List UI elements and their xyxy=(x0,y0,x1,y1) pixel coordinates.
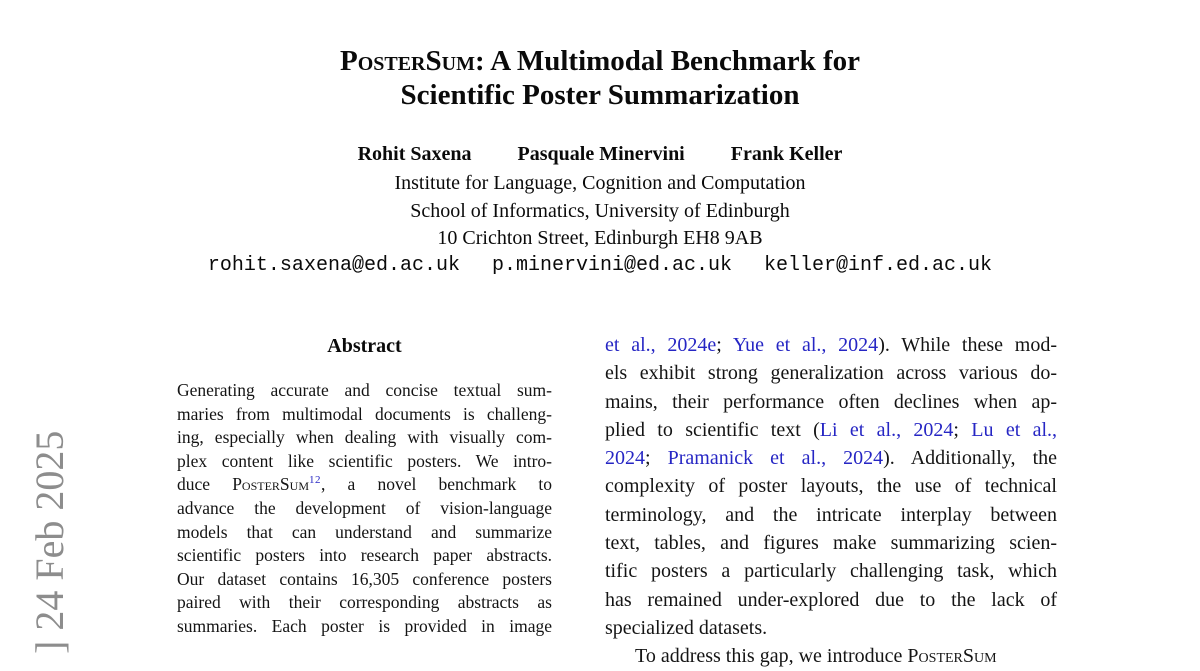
body-line xyxy=(605,444,1057,472)
author-name: Rohit Saxena xyxy=(357,143,472,165)
email-row xyxy=(0,254,1200,277)
abstract-line: models that can understand and summarize xyxy=(177,521,552,542)
footnote-link[interactable]: 12 xyxy=(309,474,321,487)
body-text: ; xyxy=(953,418,972,441)
affiliation-line: School of Informatics, University of Edinburgh xyxy=(410,199,790,222)
body-line: text, tables, and figures make summarizing scien- xyxy=(605,532,1057,555)
arxiv-watermark xyxy=(26,431,73,654)
body-text: plied to scientific text ( xyxy=(605,418,820,441)
postersum-smallcaps: PosterSum xyxy=(232,474,309,495)
paper-title-line1 xyxy=(0,44,1200,78)
citation-link[interactable]: Li et al., 2024 xyxy=(819,418,954,441)
citation-link[interactable]: 2024 xyxy=(605,447,645,470)
body-text: ; xyxy=(645,447,668,470)
paper-title-smallcaps: PosterSum xyxy=(339,45,475,77)
postersum-smallcaps: PosterSum xyxy=(907,645,997,668)
affiliation-line: Institute for Language, Cognition and Computation xyxy=(394,172,806,194)
arxiv-stamp-text: ] 24 Feb 2025 xyxy=(27,430,72,654)
email-address: keller@inf.ed.ac.uk xyxy=(764,254,993,277)
body-text: ). Additionally, the xyxy=(883,447,1057,470)
abstract-line: scientific posters into research paper abstracts. xyxy=(177,545,552,566)
abstract-line: Generating accurate and concise textual sum- xyxy=(177,380,552,400)
abstract-line: summaries. Each poster is provided in image xyxy=(177,615,552,636)
author-list xyxy=(0,143,1200,166)
abstract-text: duce xyxy=(177,474,233,495)
body-line xyxy=(605,416,1057,444)
abstract-line: paired with their corresponding abstracts as xyxy=(177,592,552,613)
body-text: ). While these mod- xyxy=(878,334,1057,356)
author-name: Pasquale Minervini xyxy=(517,143,685,165)
abstract-heading: Abstract xyxy=(327,335,402,357)
abstract-line: maries from multimodal documents is challeng- xyxy=(177,403,552,424)
body-line: has remained under-explored due to the lack of xyxy=(605,588,1057,611)
body-line: mains, their performance often declines when ap- xyxy=(605,390,1057,413)
abstract-text: , a novel benchmark to xyxy=(321,474,552,495)
body-line: complexity of poster layouts, the use of technical xyxy=(605,475,1057,498)
body-line: specialized datasets. xyxy=(605,616,768,639)
abstract-line: plex content like scientific posters. We intro- xyxy=(177,450,552,471)
paper-title xyxy=(0,44,1200,112)
email-address: p.minervini@ed.ac.uk xyxy=(491,254,733,277)
body-line xyxy=(605,331,1057,359)
citation-link[interactable]: et al., 2024e xyxy=(605,334,717,356)
citation-link[interactable]: Pramanick et al., 2024 xyxy=(667,447,884,470)
affiliation-line: 10 Crichton Street, Edinburgh EH8 9AB xyxy=(437,227,763,249)
abstract-column xyxy=(177,379,552,648)
introduction-column xyxy=(605,331,1058,668)
body-line: terminology, and the intricate interplay between xyxy=(605,503,1057,526)
abstract-line xyxy=(177,473,552,497)
abstract-line: Our dataset contains 16,305 conference posters xyxy=(177,568,552,589)
body-text: ; xyxy=(716,334,733,356)
author-name: Frank Keller xyxy=(730,143,843,165)
paper-title-line2: Scientific Poster Summarization xyxy=(400,79,800,111)
body-line: els exhibit strong generalization across various do- xyxy=(605,362,1057,385)
body-line-partial xyxy=(605,642,1057,670)
abstract-line: advance the development of vision-language xyxy=(177,497,552,518)
body-text: To address this gap, we introduce xyxy=(635,645,908,668)
abstract-line: ing, especially when dealing with visually com- xyxy=(177,427,552,448)
body-line: tific posters a particularly challenging task, which xyxy=(605,560,1057,583)
email-address: rohit.saxena@ed.ac.uk xyxy=(207,254,460,277)
paper-title-rest: : A Multimodal Benchmark for xyxy=(474,45,860,77)
affiliation-block xyxy=(0,170,1200,253)
citation-link[interactable]: Yue et al., 2024 xyxy=(732,334,879,356)
citation-link[interactable]: Lu et al., xyxy=(971,418,1058,441)
